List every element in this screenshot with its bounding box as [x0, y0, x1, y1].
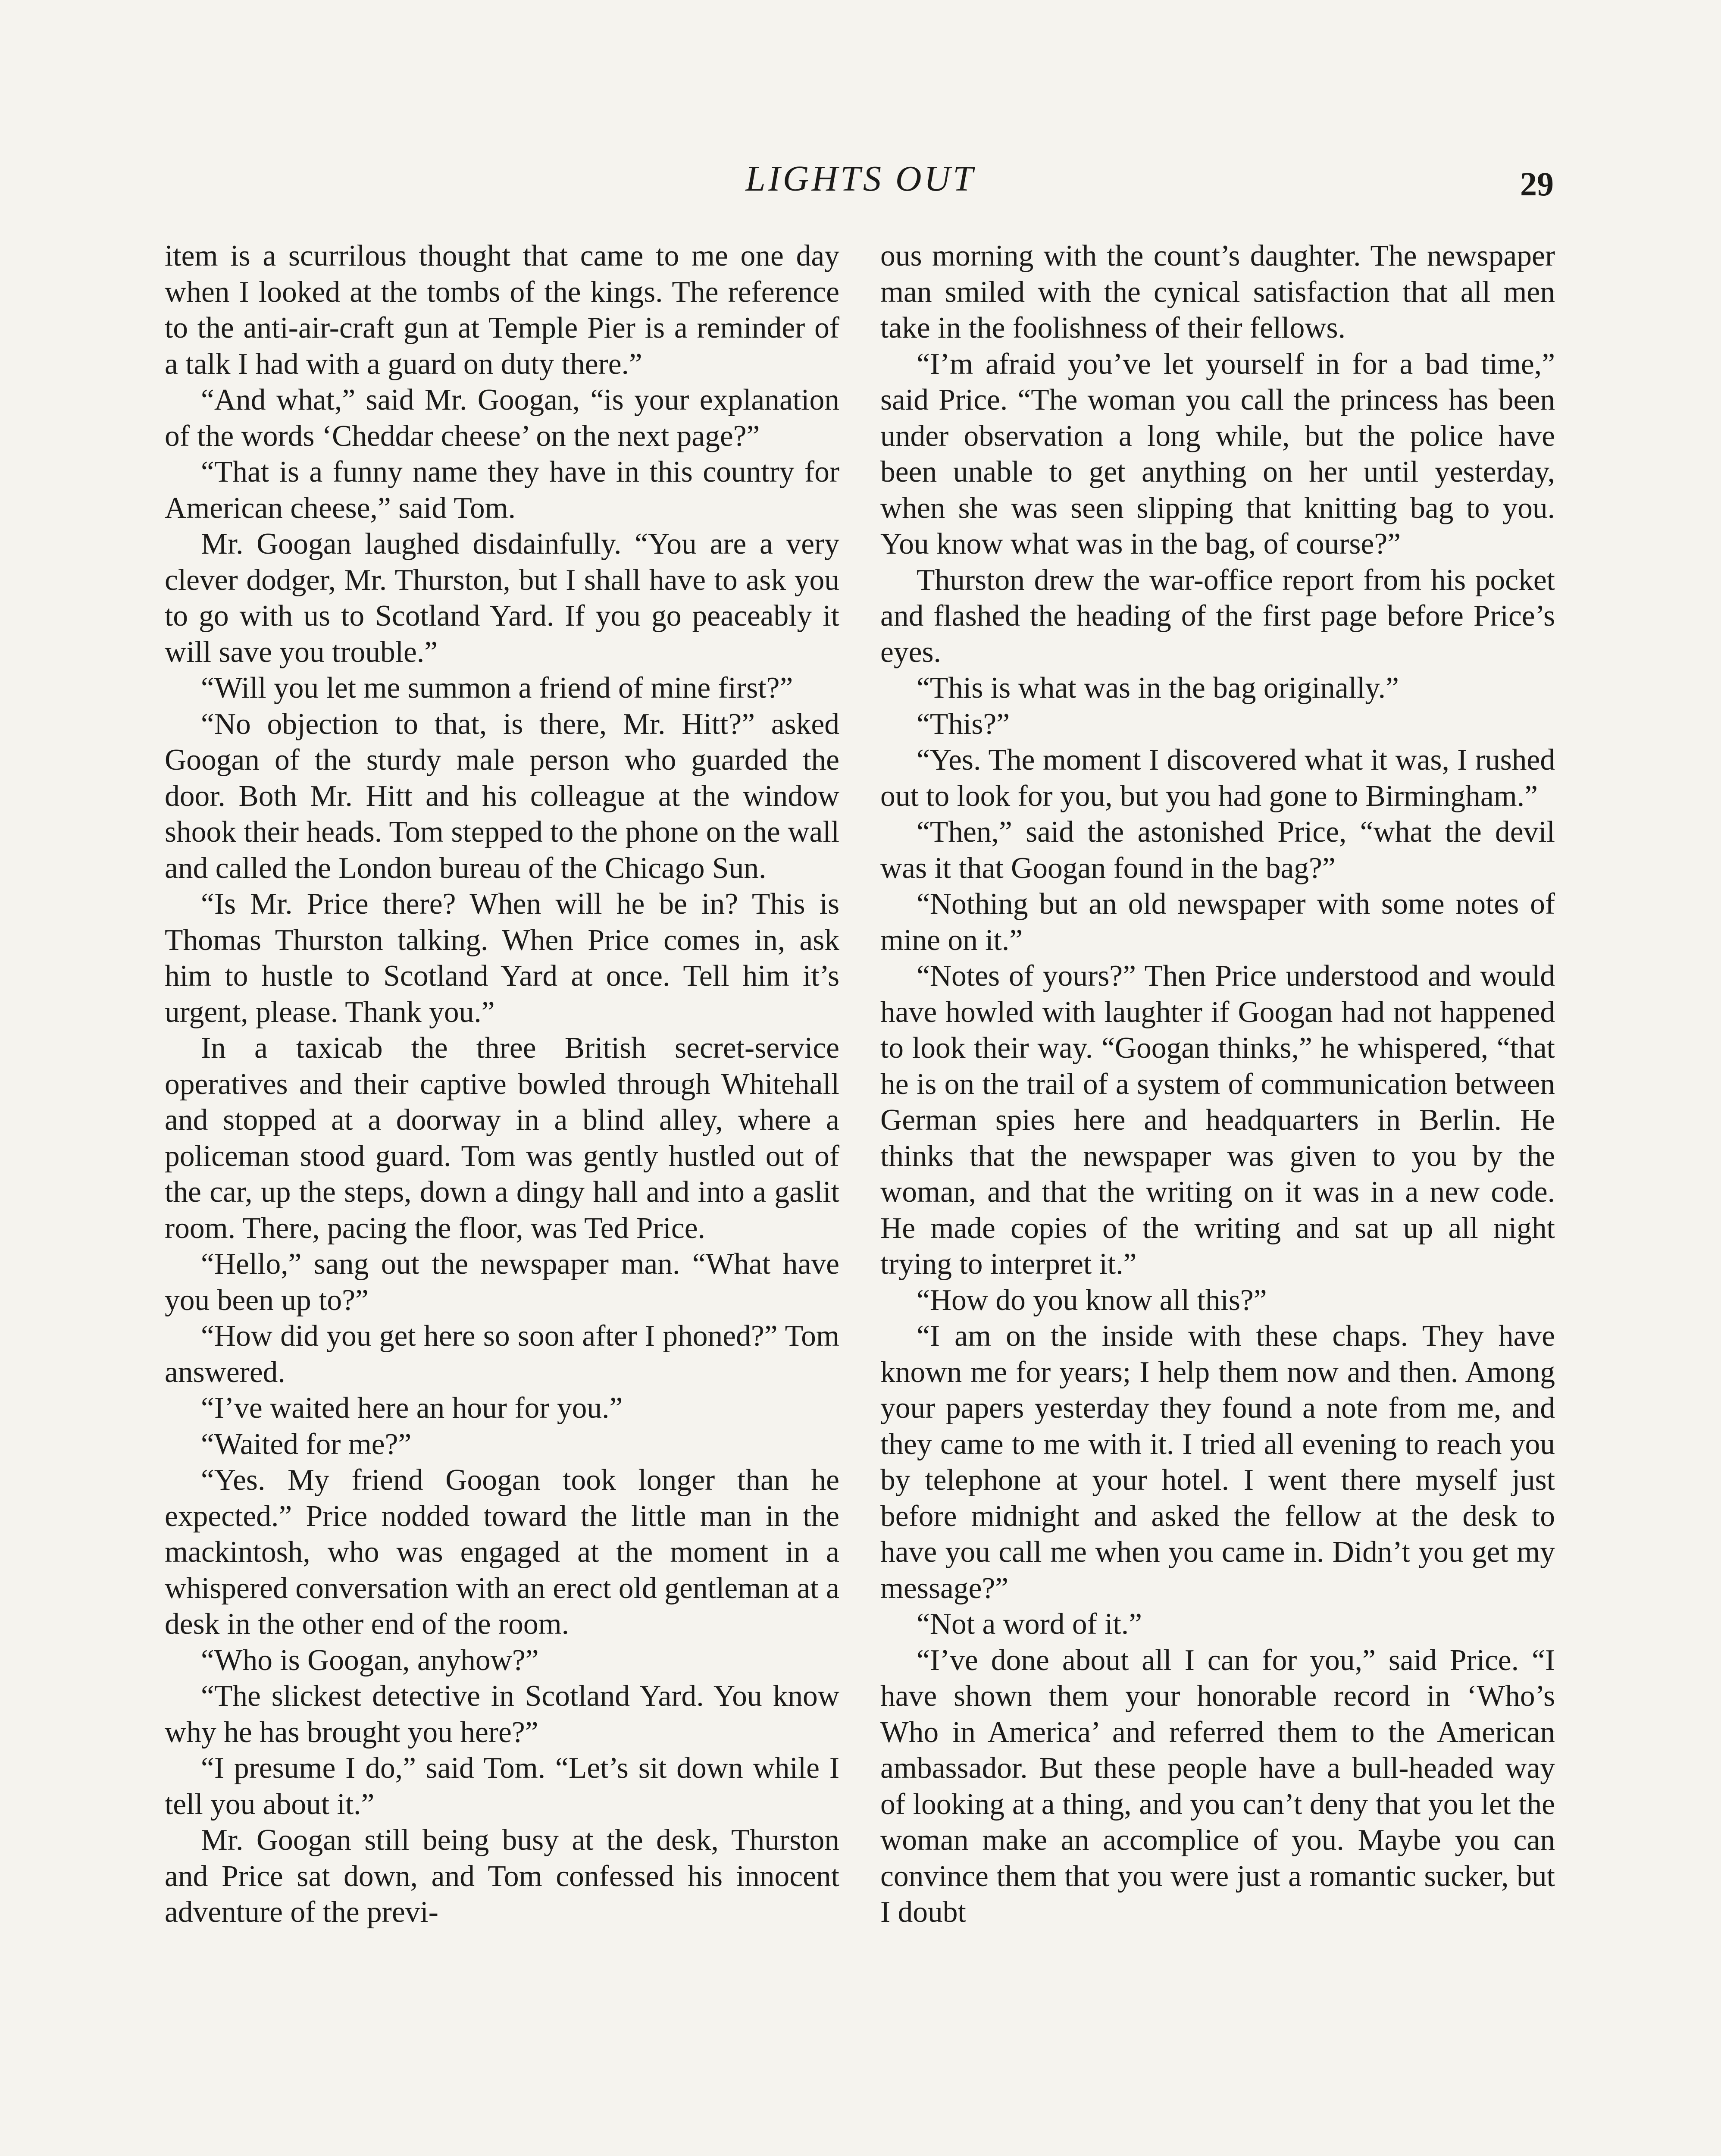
paragraph: “And what,” said Mr. Googan, “is your explanation of the words ‘Cheddar cheese’ on the next page?”: [165, 383, 839, 453]
paragraph: “How do you know all this?”: [917, 1283, 1267, 1317]
text-column-right: [880, 238, 1555, 1930]
paragraph: “Will you let me summon a friend of mine first?”: [201, 671, 793, 705]
paragraph: item is a scurrilous thought that came to me one day when I looked at the tombs of the kings. The reference to the anti-air-craft gun at Temple Pier is a reminder of a talk I had with a guard on duty there.”: [165, 239, 839, 381]
paragraph: “I presume I do,” said Tom. “Let’s sit down while I tell you about it.”: [165, 1752, 839, 1821]
paragraph: “I’ve done about all I can for you,” said Price. “I have shown them your honorable record in ‘Who’s Who in America’ and referred them to the American ambassador. But these people have a bull-headed way of looking at a thing, and you can’t deny that you let the woman make an accomplice of you. Maybe you can convince them that you were just a romantic sucker, but I doubt: [880, 1643, 1555, 1929]
text-column-left: [165, 238, 839, 1930]
paragraph: “Then,” said the astonished Price, “what the devil was it that Googan found in the bag?”: [880, 815, 1555, 885]
paragraph: “That is a funny name they have in this country for American cheese,” said Tom.: [165, 455, 839, 525]
paragraph: “I am on the inside with these chaps. They have known me for years; I help them now and then. Among your papers yesterday they found a note from me, and they came to me with it. I tried all evening to reach you by telephone at your hotel. I went there myself just before midnight and asked the fellow at the desk to have you call me when you came in. Didn’t you get my message?”: [880, 1319, 1555, 1605]
paragraph: Mr. Googan still being busy at the desk, Thurston and Price sat down, and Tom confessed his innocent adventure of the previ-: [165, 1824, 839, 1929]
paragraph: “How did you get here so soon after I phoned?” Tom answered.: [165, 1319, 839, 1389]
paragraph: “Nothing but an old newspaper with some notes of mine on it.”: [880, 887, 1555, 957]
page-header: [0, 155, 1721, 203]
paragraph: “Hello,” sang out the newspaper man. “What have you been up to?”: [165, 1247, 839, 1317]
paragraph: “This?”: [917, 707, 1010, 741]
paragraph: “No objection to that, is there, Mr. Hitt?” asked Googan of the sturdy male person who guarded the door. Both Mr. Hitt and his colleague at the window shook their heads. Tom stepped to the phone on the wall and called the London bureau of the Chicago Sun.: [165, 707, 839, 885]
paragraph: “Waited for me?”: [201, 1427, 412, 1461]
page-number: 29: [1520, 165, 1554, 203]
paragraph: In a taxicab the three British secret-service operatives and their captive bowled through Whitehall and stopped at a doorway in a blind alley, where a policeman stood guard. Tom was gently hustled out of the car, up the steps, down a dingy hall and into a gaslit room. There, pacing the floor, was Ted Price.: [165, 1031, 839, 1245]
paragraph: “I’m afraid you’ve let yourself in for a bad time,” said Price. “The woman you call the princess has been under observation a long while, but the police have been unable to get anything on her until yesterday, when she was seen slipping that knitting bag to you. You know what was in the bag, of course?”: [880, 347, 1555, 561]
paragraph: ous morning with the count’s daughter. The newspaper man smiled with the cynical satisfaction that all men take in the foolishness of their fellows.: [880, 239, 1555, 345]
paragraph: “Is Mr. Price there? When will he be in? This is Thomas Thurston talking. When Price comes in, ask him to hustle to Scotland Yard at once. Tell him it’s urgent, please. Thank you.”: [165, 887, 839, 1029]
paragraph: “Who is Googan, anyhow?”: [201, 1643, 539, 1677]
paragraph: “Notes of yours?” Then Price understood and would have howled with laughter if Googan had not happened to look their way. “Googan thinks,” he whispered, “that he is on the trail of a system of communication between German spies here and headquarters in Berlin. He thinks that the newspaper was given to you by the woman, and that the writing on it was in a new code. He made copies of the writing and sat up all night trying to interpret it.”: [880, 959, 1555, 1281]
paragraph: “I’ve waited here an hour for you.”: [201, 1391, 623, 1425]
paragraph: “Yes. My friend Googan took longer than he expected.” Price nodded toward the little man in the mackintosh, who was engaged at the moment in a whispered conversation with an erect old gentleman at a desk in the other end of the room.: [165, 1463, 839, 1641]
running-title: LIGHTS OUT: [745, 159, 976, 199]
paragraph: “The slickest detective in Scotland Yard. You know why he has brought you here?”: [165, 1680, 839, 1749]
paragraph: Mr. Googan laughed disdainfully. “You are a very clever dodger, Mr. Thurston, but I shall have to ask you to go with us to Scotland Yard. If you go peaceably it will save you trouble.”: [165, 527, 839, 669]
paragraph: Thurston drew the war-office report from his pocket and flashed the heading of the first page before Price’s eyes.: [880, 563, 1555, 669]
paragraph: “Not a word of it.”: [917, 1608, 1142, 1641]
paragraph: “This is what was in the bag originally.”: [917, 671, 1399, 705]
paragraph: “Yes. The moment I discovered what it was, I rushed out to look for you, but you had gone to Birmingham.”: [880, 743, 1555, 813]
